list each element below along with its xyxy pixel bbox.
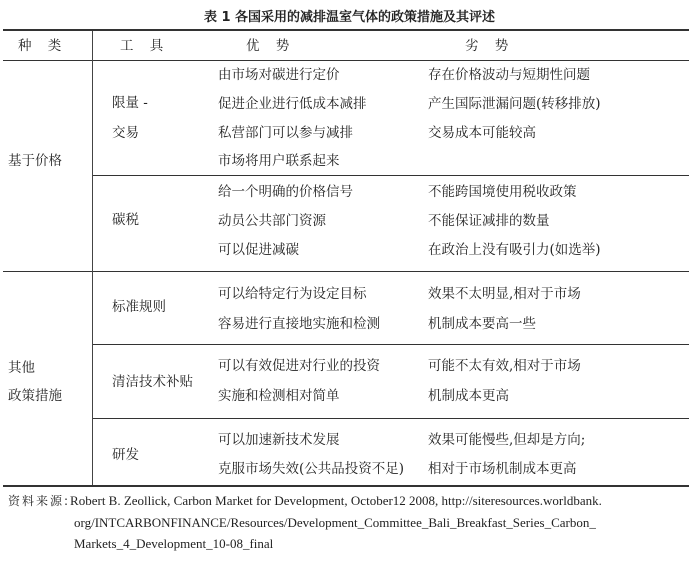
- source-line: org/INTCARBONFINANCE/Resources/Development_Committee_Bali_Breakfast_Series_Carbon_: [74, 515, 596, 530]
- table-caption: 表 1 各国采用的减排温室气体的政策措施及其评述: [203, 10, 496, 25]
- pros-cell: 可以给特定行为设定目标: [218, 286, 367, 302]
- top-rule: [3, 29, 689, 31]
- tool-cell: 交易: [112, 125, 139, 141]
- pros-cell: 实施和检测相对简单: [218, 388, 340, 404]
- source-line: Robert B. Zeollick, Carbon Market for Development, October12 2008, http://siteresources.worldbank.: [70, 493, 602, 508]
- source-label: 资料来源:: [8, 494, 71, 508]
- cons-cell: 效果不太明显,相对于市场: [428, 286, 581, 302]
- cons-cell: 可能不太有效,相对于市场: [428, 358, 581, 374]
- pros-cell: 市场将用户联系起来: [218, 153, 340, 169]
- tool-cell: 研发: [112, 447, 139, 463]
- pros-cell: 私营部门可以参与减排: [218, 125, 353, 141]
- tool-cell: 清洁技术补贴: [112, 374, 193, 390]
- row-rule: [92, 344, 689, 345]
- pros-cell: 可以有效促进对行业的投资: [218, 358, 380, 374]
- group-label: 政策措施: [8, 388, 62, 404]
- cons-cell: 产生国际泄漏问题(转移排放): [428, 96, 601, 112]
- tool-cell: 限量 -: [112, 95, 148, 111]
- group-label: 基于价格: [8, 153, 62, 169]
- pros-cell: 由市场对碳进行定价: [218, 67, 340, 83]
- header-kind: 种 类: [18, 38, 68, 54]
- column-divider: [92, 31, 93, 485]
- header-rule: [3, 60, 689, 61]
- cons-cell: 机制成本要高一些: [428, 316, 536, 332]
- cons-cell: 不能跨国境使用税收政策: [428, 184, 577, 200]
- pros-cell: 促进企业进行低成本减排: [218, 96, 367, 112]
- cons-cell: 机制成本更高: [428, 388, 509, 404]
- pros-cell: 克服市场失效(公共品投资不足): [218, 461, 405, 477]
- header-cons: 劣 势: [465, 38, 515, 54]
- cons-cell: 存在价格波动与短期性问题: [428, 67, 590, 83]
- cons-cell: 在政治上没有吸引力(如选举): [428, 242, 601, 258]
- group-rule: [3, 271, 689, 272]
- source-note: [8, 490, 602, 554]
- group-label: 其他: [8, 360, 35, 376]
- tool-cell: 碳税: [112, 212, 139, 228]
- row-rule: [92, 418, 689, 419]
- bottom-rule: [3, 485, 689, 487]
- pros-cell: 可以加速新技术发展: [218, 432, 340, 448]
- header-tool: 工 具: [120, 38, 170, 54]
- cons-cell: 不能保证减排的数量: [428, 213, 550, 229]
- row-rule: [92, 175, 689, 176]
- cons-cell: 效果可能慢些,但却是方向;: [428, 432, 586, 448]
- cons-cell: 相对于市场机制成本更高: [428, 461, 577, 477]
- header-pros: 优 势: [246, 38, 296, 54]
- pros-cell: 可以促进减碳: [218, 242, 299, 258]
- pros-cell: 给一个明确的价格信号: [218, 184, 353, 200]
- pros-cell: 容易进行直接地实施和检测: [218, 316, 380, 332]
- cons-cell: 交易成本可能较高: [428, 125, 536, 141]
- tool-cell: 标准规则: [112, 299, 166, 315]
- source-line: Markets_4_Development_10-08_final: [74, 536, 274, 551]
- pros-cell: 动员公共部门资源: [218, 213, 326, 229]
